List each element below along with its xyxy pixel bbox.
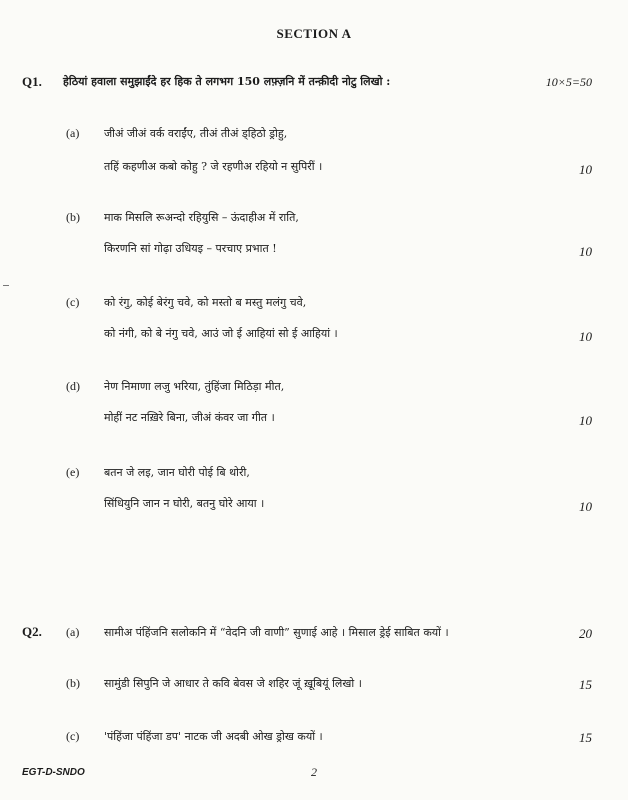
q1-number: Q1.	[22, 74, 42, 89]
q1-e-marks: 10	[579, 499, 592, 514]
q1-text: हेठियां हवाला समुझाईंदे हर हिक ते लगभग 150 लफ़्ज़नि में तन्क़ीदी नोटु लिखो :	[63, 75, 391, 88]
q1-c-marks: 10	[579, 329, 592, 344]
paper-code: EGT-D-SNDO	[22, 767, 85, 778]
q1-e-line1: बतन जे लइ, जान घोरी पोई बि थोरी,	[104, 466, 250, 479]
q1-d-marks: 10	[579, 413, 592, 428]
q2-a-text: सामीअ पंहिंजनि सलोकनि में “वेदनि जी वाणी” सुणाई आहे । मिसाल ड्रेई साबित कयों ।	[104, 626, 449, 639]
section-title: SECTION A	[276, 26, 352, 41]
q1-b-line1: माक मिसलि रूअन्दो रहियुसि – ऊंदाहीअ में राति,	[104, 211, 299, 224]
q1-d-label: (d)	[66, 379, 80, 393]
q1-d-line2: मोहीं नट नख़िरे बिना, जीअं कंवर जा गीत ।	[104, 411, 275, 424]
q1-a-line2: तहिं कहणीअ कबो कोहु ? जे रहणीअ रहियो न सुपिरीं ।	[104, 160, 323, 173]
q1-a-label: (a)	[66, 126, 80, 140]
q1-a-line1: जीअं जीअं वर्क वराईंए, तीअं तीअं ड्हिठो ड्रोहु,	[104, 127, 288, 140]
q2-a-marks: 20	[579, 626, 592, 641]
q2-c-label: (c)	[66, 729, 80, 743]
q1-b-label: (b)	[66, 210, 80, 224]
q2-b-text: सामुंडी सिपुनि जे आधार ते कवि बेवस जे शहिर जूं ख़ूबियूं लिखो ।	[104, 677, 362, 690]
q2-number: Q2.	[22, 624, 42, 639]
q1-b-marks: 10	[579, 244, 592, 259]
q1-e-line2: सिंधियुनि जान न घोरी, बतनु घोरे आया ।	[104, 497, 265, 510]
q1-marks: 10×5=50	[545, 75, 592, 89]
q1-e-label: (e)	[66, 465, 80, 479]
q2-c-text: 'पंहिंजा पंहिंजा डप' नाटक जी अदबी ओख ड्रोख कयों ।	[104, 730, 323, 743]
q2-b-label: (b)	[66, 676, 80, 690]
q1-c-label: (c)	[66, 295, 80, 309]
q1-c-line1: को रंगु, कोई बेरंगु चवे, को मस्तो ब मस्तु मलंगु चवे,	[104, 296, 307, 309]
margin-mark	[3, 285, 9, 286]
q2-a-label: (a)	[66, 625, 80, 639]
q1-b-line2: किरणनि सां गोढ़ा उधियइ – परचाए प्रभात !	[104, 242, 277, 255]
q2-b-marks: 15	[579, 677, 592, 692]
page-number: 2	[311, 765, 317, 779]
q2-c-marks: 15	[579, 730, 592, 745]
q1-d-line1: नेण निमाणा लजु भरिया, तुंहिंजा मिठिड़ा मीत,	[104, 380, 285, 393]
q1-a-marks: 10	[579, 162, 592, 177]
q1-c-line2: को नंगी, को बे नंगु चवे, आउं जो ई आहियां सो ई आहियां ।	[104, 327, 338, 340]
